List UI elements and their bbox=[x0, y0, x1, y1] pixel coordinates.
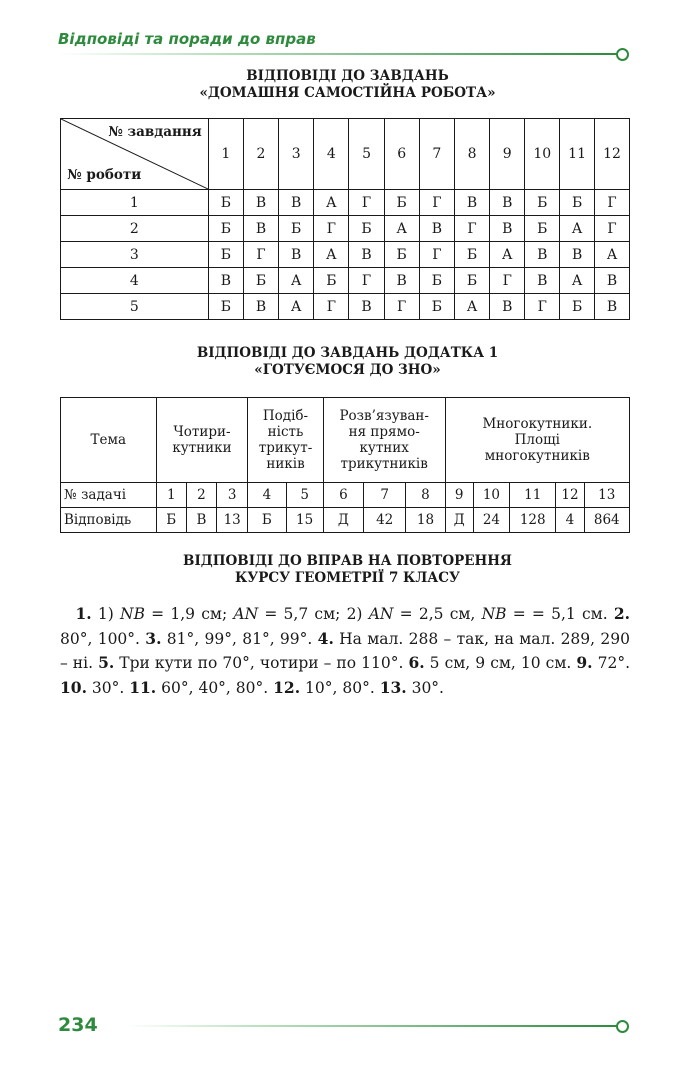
answer-cell: Б bbox=[208, 190, 243, 216]
answer-cell: Б bbox=[349, 216, 384, 242]
footer-rule-dot bbox=[616, 1020, 629, 1033]
row-number: 5 bbox=[61, 294, 209, 320]
answer-cell: А bbox=[454, 294, 489, 320]
answer-cell: В bbox=[595, 294, 630, 320]
task-number: 5 bbox=[286, 483, 323, 508]
answer-cell: Б bbox=[384, 190, 419, 216]
theme-label: Тема bbox=[61, 398, 157, 483]
zno-answers-table bbox=[60, 397, 630, 533]
topic-quadrilaterals: Чотири- кутники bbox=[156, 398, 248, 483]
table-row bbox=[61, 216, 630, 242]
answer-cell: А bbox=[560, 216, 595, 242]
col-header: 10 bbox=[525, 119, 560, 190]
task-number: 1 bbox=[156, 483, 186, 508]
answer-cell: Г bbox=[454, 216, 489, 242]
answer-cell: Г bbox=[419, 242, 454, 268]
table-row bbox=[61, 190, 630, 216]
section3-title bbox=[0, 553, 695, 587]
answer-cell: Г bbox=[525, 294, 560, 320]
task-label: № задачі bbox=[61, 483, 157, 508]
answer-cell: В bbox=[419, 216, 454, 242]
row-number: 1 bbox=[61, 190, 209, 216]
answer-cell: Б bbox=[208, 242, 243, 268]
section2-title-line2: «ГОТУЄМОСЯ ДО ЗНО» bbox=[254, 362, 441, 378]
page-number: 234 bbox=[58, 1014, 98, 1036]
answer-cell: Б bbox=[525, 216, 560, 242]
answer-cell: Б bbox=[208, 294, 243, 320]
answer-cell: В bbox=[560, 242, 595, 268]
answer-cell: В bbox=[525, 242, 560, 268]
table-row bbox=[61, 294, 630, 320]
topic-polygons: Многокутники. Площі многокутників bbox=[445, 398, 629, 483]
task-number: 8 bbox=[406, 483, 445, 508]
homework-answers-table bbox=[60, 118, 630, 320]
task-number: 2 bbox=[186, 483, 216, 508]
section2-title-line1: ВІДПОВІДІ ДО ЗАВДАНЬ ДОДАТКА 1 bbox=[196, 345, 499, 361]
answer-cell: В bbox=[490, 294, 525, 320]
task-number: 7 bbox=[364, 483, 406, 508]
answer-cell: В bbox=[349, 242, 384, 268]
table-row bbox=[61, 268, 630, 294]
answer-cell: Г bbox=[349, 190, 384, 216]
answer-cell: 4 bbox=[556, 508, 584, 533]
task-number: 10 bbox=[473, 483, 509, 508]
answer-cell: А bbox=[279, 268, 314, 294]
header-work-label: № роботи bbox=[67, 167, 142, 183]
answer-cell: Б bbox=[560, 190, 595, 216]
answer-cell: Б bbox=[248, 508, 286, 533]
topic-right-triangles: Розв’язуван- ня прямо- кутних трикутників bbox=[323, 398, 445, 483]
section2-title bbox=[0, 345, 695, 379]
answer-cell: Б bbox=[560, 294, 595, 320]
row-number: 3 bbox=[61, 242, 209, 268]
answer-cell: В bbox=[595, 268, 630, 294]
footer-rule bbox=[125, 1025, 617, 1027]
section3-title-line2: КУРСУ ГЕОМЕТРІЇ 7 КЛАСУ bbox=[235, 570, 460, 586]
answer-cell: 13 bbox=[217, 508, 248, 533]
answer-cell: Б bbox=[279, 216, 314, 242]
answer-cell: 24 bbox=[473, 508, 509, 533]
header-rule-dot bbox=[616, 48, 629, 61]
answer-cell: В bbox=[490, 216, 525, 242]
section1-title-line1: ВІДПОВІДІ ДО ЗАВДАНЬ bbox=[246, 68, 449, 84]
answer-cell: А bbox=[314, 242, 349, 268]
answer-cell: В bbox=[525, 268, 560, 294]
topics-row bbox=[61, 398, 630, 483]
col-header: 9 bbox=[490, 119, 525, 190]
table1-header-row bbox=[61, 119, 630, 190]
answer-cell: В bbox=[279, 190, 314, 216]
answer-cell: Б bbox=[454, 242, 489, 268]
row-number: 2 bbox=[61, 216, 209, 242]
answer-label: Відповідь bbox=[61, 508, 157, 533]
col-header: 1 bbox=[208, 119, 243, 190]
topic-similarity: Подіб- ність трикут- ників bbox=[248, 398, 324, 483]
section3-title-line1: ВІДПОВІДІ ДО ВПРАВ НА ПОВТОРЕННЯ bbox=[183, 553, 512, 569]
answer-cell: 42 bbox=[364, 508, 406, 533]
answer-cell: А bbox=[490, 242, 525, 268]
running-head: Відповіді та поради до вправ bbox=[58, 30, 316, 48]
row-number: 4 bbox=[61, 268, 209, 294]
col-header: 5 bbox=[349, 119, 384, 190]
answer-cell: В bbox=[349, 294, 384, 320]
task-number: 3 bbox=[217, 483, 248, 508]
header-rule bbox=[58, 53, 617, 55]
col-header: 7 bbox=[419, 119, 454, 190]
table1-diagonal-header bbox=[61, 119, 209, 190]
task-number: 4 bbox=[248, 483, 286, 508]
task-number: 12 bbox=[556, 483, 584, 508]
answer-cell: Б bbox=[243, 268, 278, 294]
task-number: 11 bbox=[510, 483, 556, 508]
answer-cell: В bbox=[279, 242, 314, 268]
answer-cell: Г bbox=[595, 190, 630, 216]
answer-cell: Б bbox=[419, 268, 454, 294]
answer-cell: Г bbox=[595, 216, 630, 242]
answer-cell: Д bbox=[323, 508, 363, 533]
answer-cell: Б bbox=[525, 190, 560, 216]
answer-cell: Г bbox=[490, 268, 525, 294]
answer-cell: Б bbox=[208, 216, 243, 242]
answer-cell: В bbox=[490, 190, 525, 216]
col-header: 8 bbox=[454, 119, 489, 190]
answer-cell: А bbox=[384, 216, 419, 242]
task-number: 6 bbox=[323, 483, 363, 508]
answer-cell: В bbox=[243, 294, 278, 320]
task-number: 9 bbox=[445, 483, 473, 508]
answer-cell: Г bbox=[384, 294, 419, 320]
answer-cell: 864 bbox=[584, 508, 629, 533]
answer-cell: Г bbox=[349, 268, 384, 294]
task-number: 13 bbox=[584, 483, 629, 508]
answer-cell: Г bbox=[314, 294, 349, 320]
col-header: 3 bbox=[279, 119, 314, 190]
answer-cell: В bbox=[243, 216, 278, 242]
answer-cell: В bbox=[454, 190, 489, 216]
answer-cell: А bbox=[595, 242, 630, 268]
section1-title-line2: «ДОМАШНЯ САМОСТІЙНА РОБОТА» bbox=[199, 85, 496, 101]
header-task-label: № завдання bbox=[108, 124, 202, 140]
answer-cell: Б bbox=[419, 294, 454, 320]
answer-cell: В bbox=[384, 268, 419, 294]
answer-cell: Б bbox=[454, 268, 489, 294]
answer-cell: А bbox=[560, 268, 595, 294]
answer-cell: В bbox=[186, 508, 216, 533]
answer-cell: Б bbox=[156, 508, 186, 533]
answer-cell: Г bbox=[419, 190, 454, 216]
col-header: 11 bbox=[560, 119, 595, 190]
section1-title bbox=[0, 68, 695, 102]
answer-cell: 128 bbox=[510, 508, 556, 533]
review-answers-text: 1. 1) NB = 1,9 см; AN = 5,7 см; 2) AN = 2,5 см, NB = = 5,1 см. 2. 80°, 100°. 3. 81°, 99°, 81°, 99°. 4. На мал. 288 – так, на мал. 289, 290 – ні. 5. Три кути по 70°, чотири – по 110°. 6. 5 см, 9 см, 10 см. 9. 72°. 10. 30°. 11. 60°, 40°, 80°. 12. 10°, 80°. 13. 30°. bbox=[60, 604, 631, 697]
col-header: 6 bbox=[384, 119, 419, 190]
col-header: 4 bbox=[314, 119, 349, 190]
answer-cell: В bbox=[243, 190, 278, 216]
answer-cell: 18 bbox=[406, 508, 445, 533]
answer-cell: Б bbox=[314, 268, 349, 294]
answer-cell: А bbox=[279, 294, 314, 320]
table-row bbox=[61, 242, 630, 268]
answer-cell: Б bbox=[384, 242, 419, 268]
answer-cell: 15 bbox=[286, 508, 323, 533]
col-header: 12 bbox=[595, 119, 630, 190]
answer-cell: В bbox=[208, 268, 243, 294]
answer-cell: Г bbox=[243, 242, 278, 268]
answers-row bbox=[61, 508, 630, 533]
answer-cell: Г bbox=[314, 216, 349, 242]
col-header: 2 bbox=[243, 119, 278, 190]
tasks-row bbox=[61, 483, 630, 508]
answer-cell: А bbox=[314, 190, 349, 216]
answer-cell: Д bbox=[445, 508, 473, 533]
